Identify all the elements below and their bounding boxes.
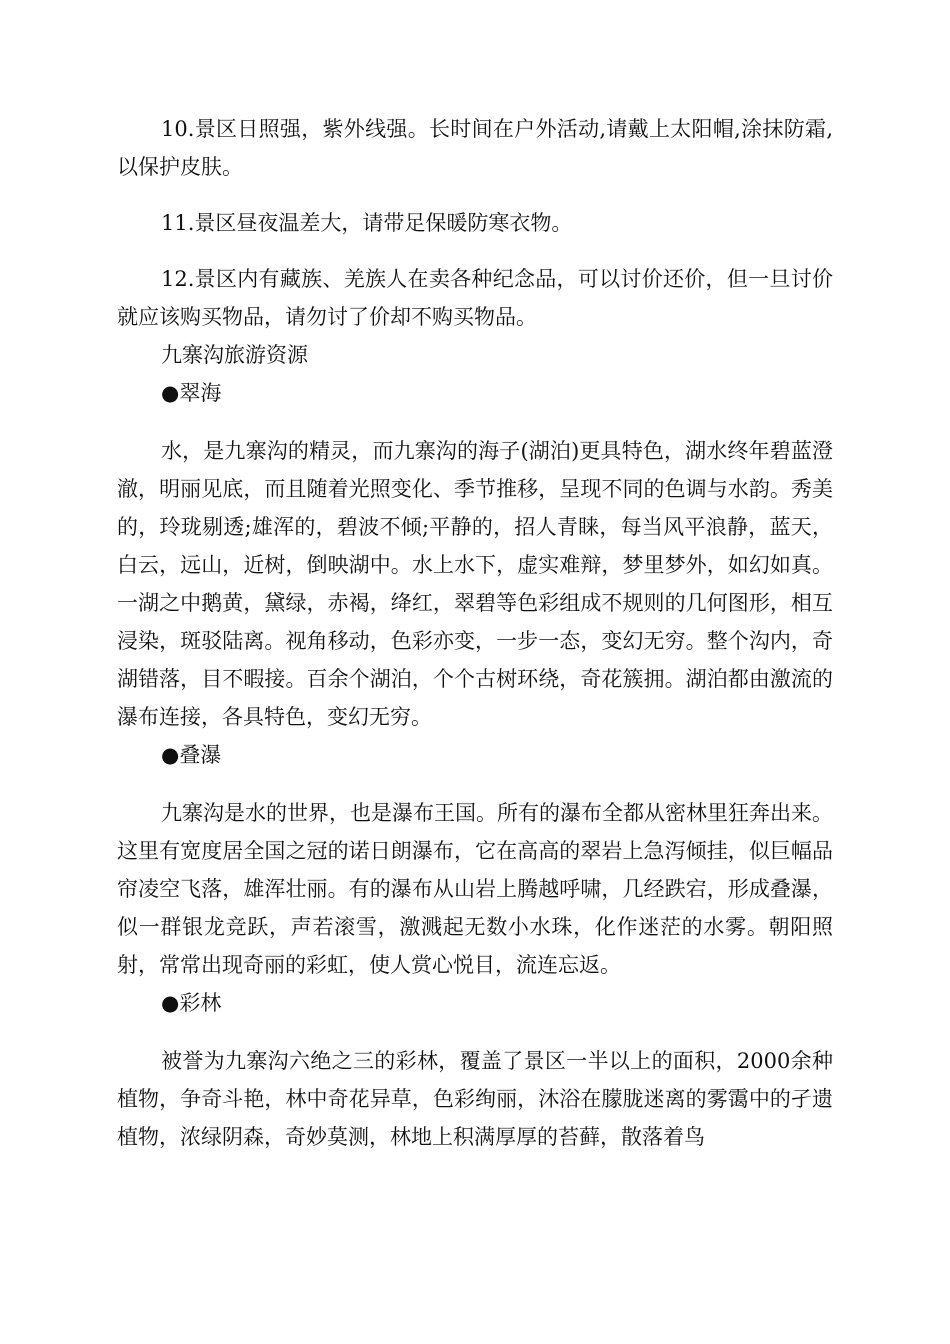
paragraph-tip-11: 11.景区昼夜温差大，请带足保暖防寒衣物。 [161, 211, 573, 235]
paragraph-diepu: 九寨沟是水的世界，也是瀑布王国。所有的瀑布全都从密林里狂奔出来。这里有宽度居全国之冠的诺日朗瀑布，它在高高的翠岩上急泻倾挂，似巨幅品帘凌空飞落，雄浑壮丽。有的瀑布从山岩上腾越呼啸，几经跌宕，形成叠瀑，似一群银龙竞跃，声若滚雪，激溅起无数小水珠，化作迷茫的水雾。朝阳照射，常常出现奇丽的彩虹，使人赏心悦目，流连忘返。 [117, 801, 833, 977]
heading-cuihai: ●翠海 [161, 381, 222, 405]
document-page [117, 110, 833, 1156]
section-title: 九寨沟旅游资源 [161, 343, 308, 367]
paragraph-tip-12: 12.景区内有藏族、羌族人在卖各种纪念品，可以讨价还价，但一旦讨价就应该购买物品，请勿讨了价却不购买物品。 [117, 267, 833, 329]
paragraph-cailin: 被誉为九寨沟六绝之三的彩林，覆盖了景区一半以上的面积，2000余种植物，争奇斗艳，林中奇花异草，色彩绚丽，沐浴在朦胧迷离的雾霭中的孑遗植物，浓绿阴森，奇妙莫测，林地上积满厚厚的苔藓，散落着鸟 [117, 1049, 833, 1149]
paragraph-tip-10: 10.景区日照强，紫外线强。长时间在户外活动,请戴上太阳帽,涂抹防霜,以保护皮肤。 [117, 117, 833, 179]
heading-diepu: ●叠瀑 [161, 743, 222, 767]
paragraph-cuihai: 水，是九寨沟的精灵，而九寨沟的海子(湖泊)更具特色，湖水终年碧蓝澄澈，明丽见底，而且随着光照变化、季节推移，呈现不同的色调与水韵。秀美的，玲珑剔透;雄浑的，碧波不倾;平静的，招人青睐，每当风平浪静，蓝天，白云，远山，近树，倒映湖中。水上水下，虚实难辩，梦里梦外，如幻如真。一湖之中鹅黄，黛绿，赤褐，绛红，翠碧等色彩组成不规则的几何图形，相互浸染，斑驳陆离。视角移动，色彩亦变，一步一态，变幻无穷。整个沟内，奇湖错落，目不暇接。百余个湖泊，个个古树环绕，奇花簇拥。湖泊都由激流的瀑布连接，各具特色，变幻无穷。 [117, 439, 833, 729]
heading-cailin: ●彩林 [161, 991, 222, 1015]
